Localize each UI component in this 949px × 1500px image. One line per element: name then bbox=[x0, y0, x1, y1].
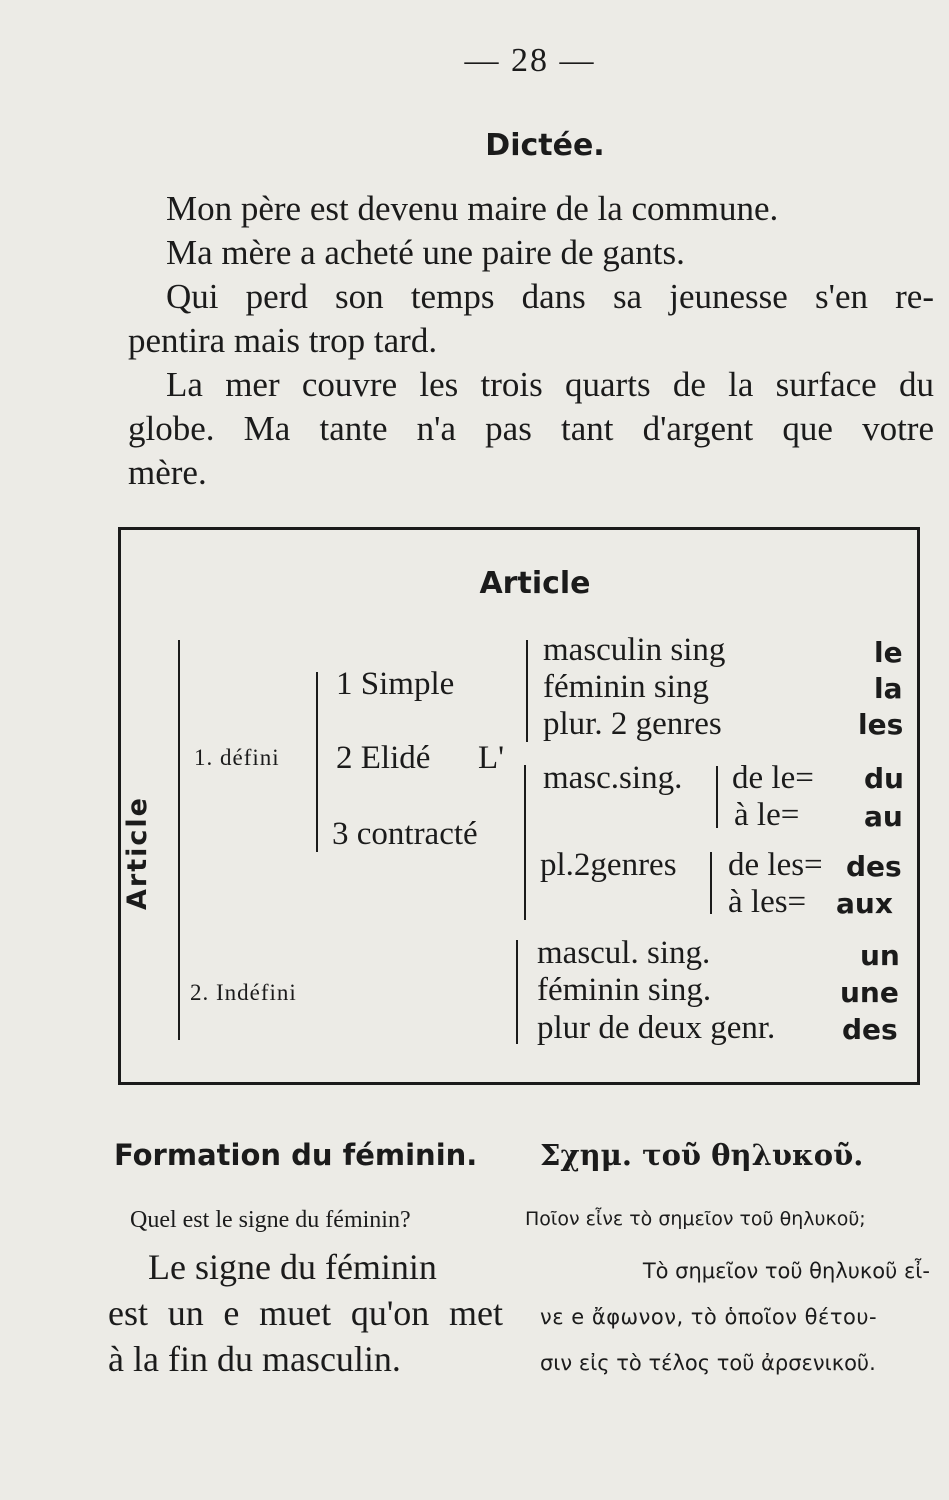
answer-gr bbox=[540, 1248, 930, 1386]
contracte-form: au bbox=[864, 800, 903, 833]
simple-form: le bbox=[874, 636, 903, 669]
answer-gr-line: νε e ἄφωνον, τὸ ὁποῖον θέτου- bbox=[540, 1305, 878, 1329]
dictee-line: La mer couvre les trois quarts de la surface du bbox=[166, 365, 934, 404]
contracte-form: des bbox=[846, 850, 902, 883]
elide-form: L' bbox=[478, 740, 505, 776]
dictee-line: mère. bbox=[128, 453, 207, 492]
contracte-desc: de les= bbox=[728, 847, 823, 883]
indefini-desc: féminin sing. bbox=[537, 972, 712, 1008]
simple-bracket bbox=[526, 640, 528, 742]
simple-form: la bbox=[874, 672, 903, 705]
contracte-bracket bbox=[524, 765, 526, 920]
dictee-line: globe. Ma tante n'a pas tant d'argent que votre bbox=[128, 409, 934, 448]
indefini-form: un bbox=[860, 939, 900, 972]
contracte-form: aux bbox=[836, 887, 893, 920]
elide-label: 2 Elidé bbox=[336, 740, 431, 776]
article-table-title: Article bbox=[479, 566, 591, 601]
simple-label: 1 Simple bbox=[336, 666, 455, 702]
formation-title-fr: Formation du féminin. bbox=[114, 1138, 478, 1172]
dictee-title: Dictée. bbox=[485, 128, 605, 163]
simple-desc: plur. 2 genres bbox=[543, 706, 722, 742]
indefini-desc: plur de deux genr. bbox=[537, 1010, 776, 1046]
answer-fr-line: à la fin du masculin. bbox=[108, 1339, 401, 1379]
defini-bracket bbox=[316, 672, 318, 852]
contracte-form: du bbox=[864, 762, 904, 795]
answer-fr-line: Le signe du féminin bbox=[148, 1247, 437, 1287]
answer-fr bbox=[108, 1244, 503, 1382]
article-side-label: Article bbox=[122, 796, 153, 910]
contracte-label: 3 contracté bbox=[332, 816, 478, 852]
dictee-line: pentira mais trop tard. bbox=[128, 321, 438, 360]
indefini-bracket bbox=[516, 940, 518, 1044]
indefini-label: 2. Indéfini bbox=[190, 980, 297, 1005]
simple-form: les bbox=[858, 708, 904, 741]
defini-label: 1. défini bbox=[194, 745, 280, 770]
indefini-desc: mascul. sing. bbox=[537, 935, 711, 971]
formation-title-gr: Σχημ. τοῦ θηλυκοῦ. bbox=[540, 1138, 864, 1172]
contracte-desc: à les= bbox=[728, 884, 807, 920]
dictee-line: Mon père est devenu maire de la commune. bbox=[166, 189, 779, 228]
question-fr: Quel est le signe du féminin? bbox=[130, 1207, 411, 1233]
plur-label: pl.2genres bbox=[540, 847, 677, 883]
plur-bracket bbox=[710, 852, 712, 914]
masc-bracket bbox=[716, 766, 718, 828]
answer-fr-line: est un e muet qu'on met bbox=[108, 1293, 503, 1333]
dictee-line: Qui perd son temps dans sa jeunesse s'en re- bbox=[166, 277, 934, 316]
answer-gr-line: Τὸ σημεῖον τοῦ θηλυκοῦ εἶ- bbox=[642, 1259, 930, 1283]
contracte-desc: à le= bbox=[734, 797, 800, 833]
answer-gr-line: σιν εἰς τὸ τέλος τοῦ ἀρσενικοῦ. bbox=[540, 1351, 876, 1375]
outer-bracket bbox=[178, 640, 180, 1040]
simple-desc: féminin sing bbox=[543, 669, 709, 705]
indefini-form: une bbox=[840, 976, 899, 1009]
indefini-form: des bbox=[842, 1013, 898, 1046]
dictee-line: Ma mère a acheté une paire de gants. bbox=[166, 233, 685, 272]
dictee-text bbox=[128, 187, 934, 495]
simple-desc: masculin sing bbox=[543, 632, 726, 668]
page-number: — 28 — bbox=[464, 42, 596, 79]
contracte-desc: de le= bbox=[732, 760, 814, 796]
masc-sing-label: masc.sing. bbox=[543, 760, 683, 796]
question-gr: Ποῖον εἶνε τὸ σημεῖον τοῦ θηλυκοῦ; bbox=[525, 1208, 866, 1230]
